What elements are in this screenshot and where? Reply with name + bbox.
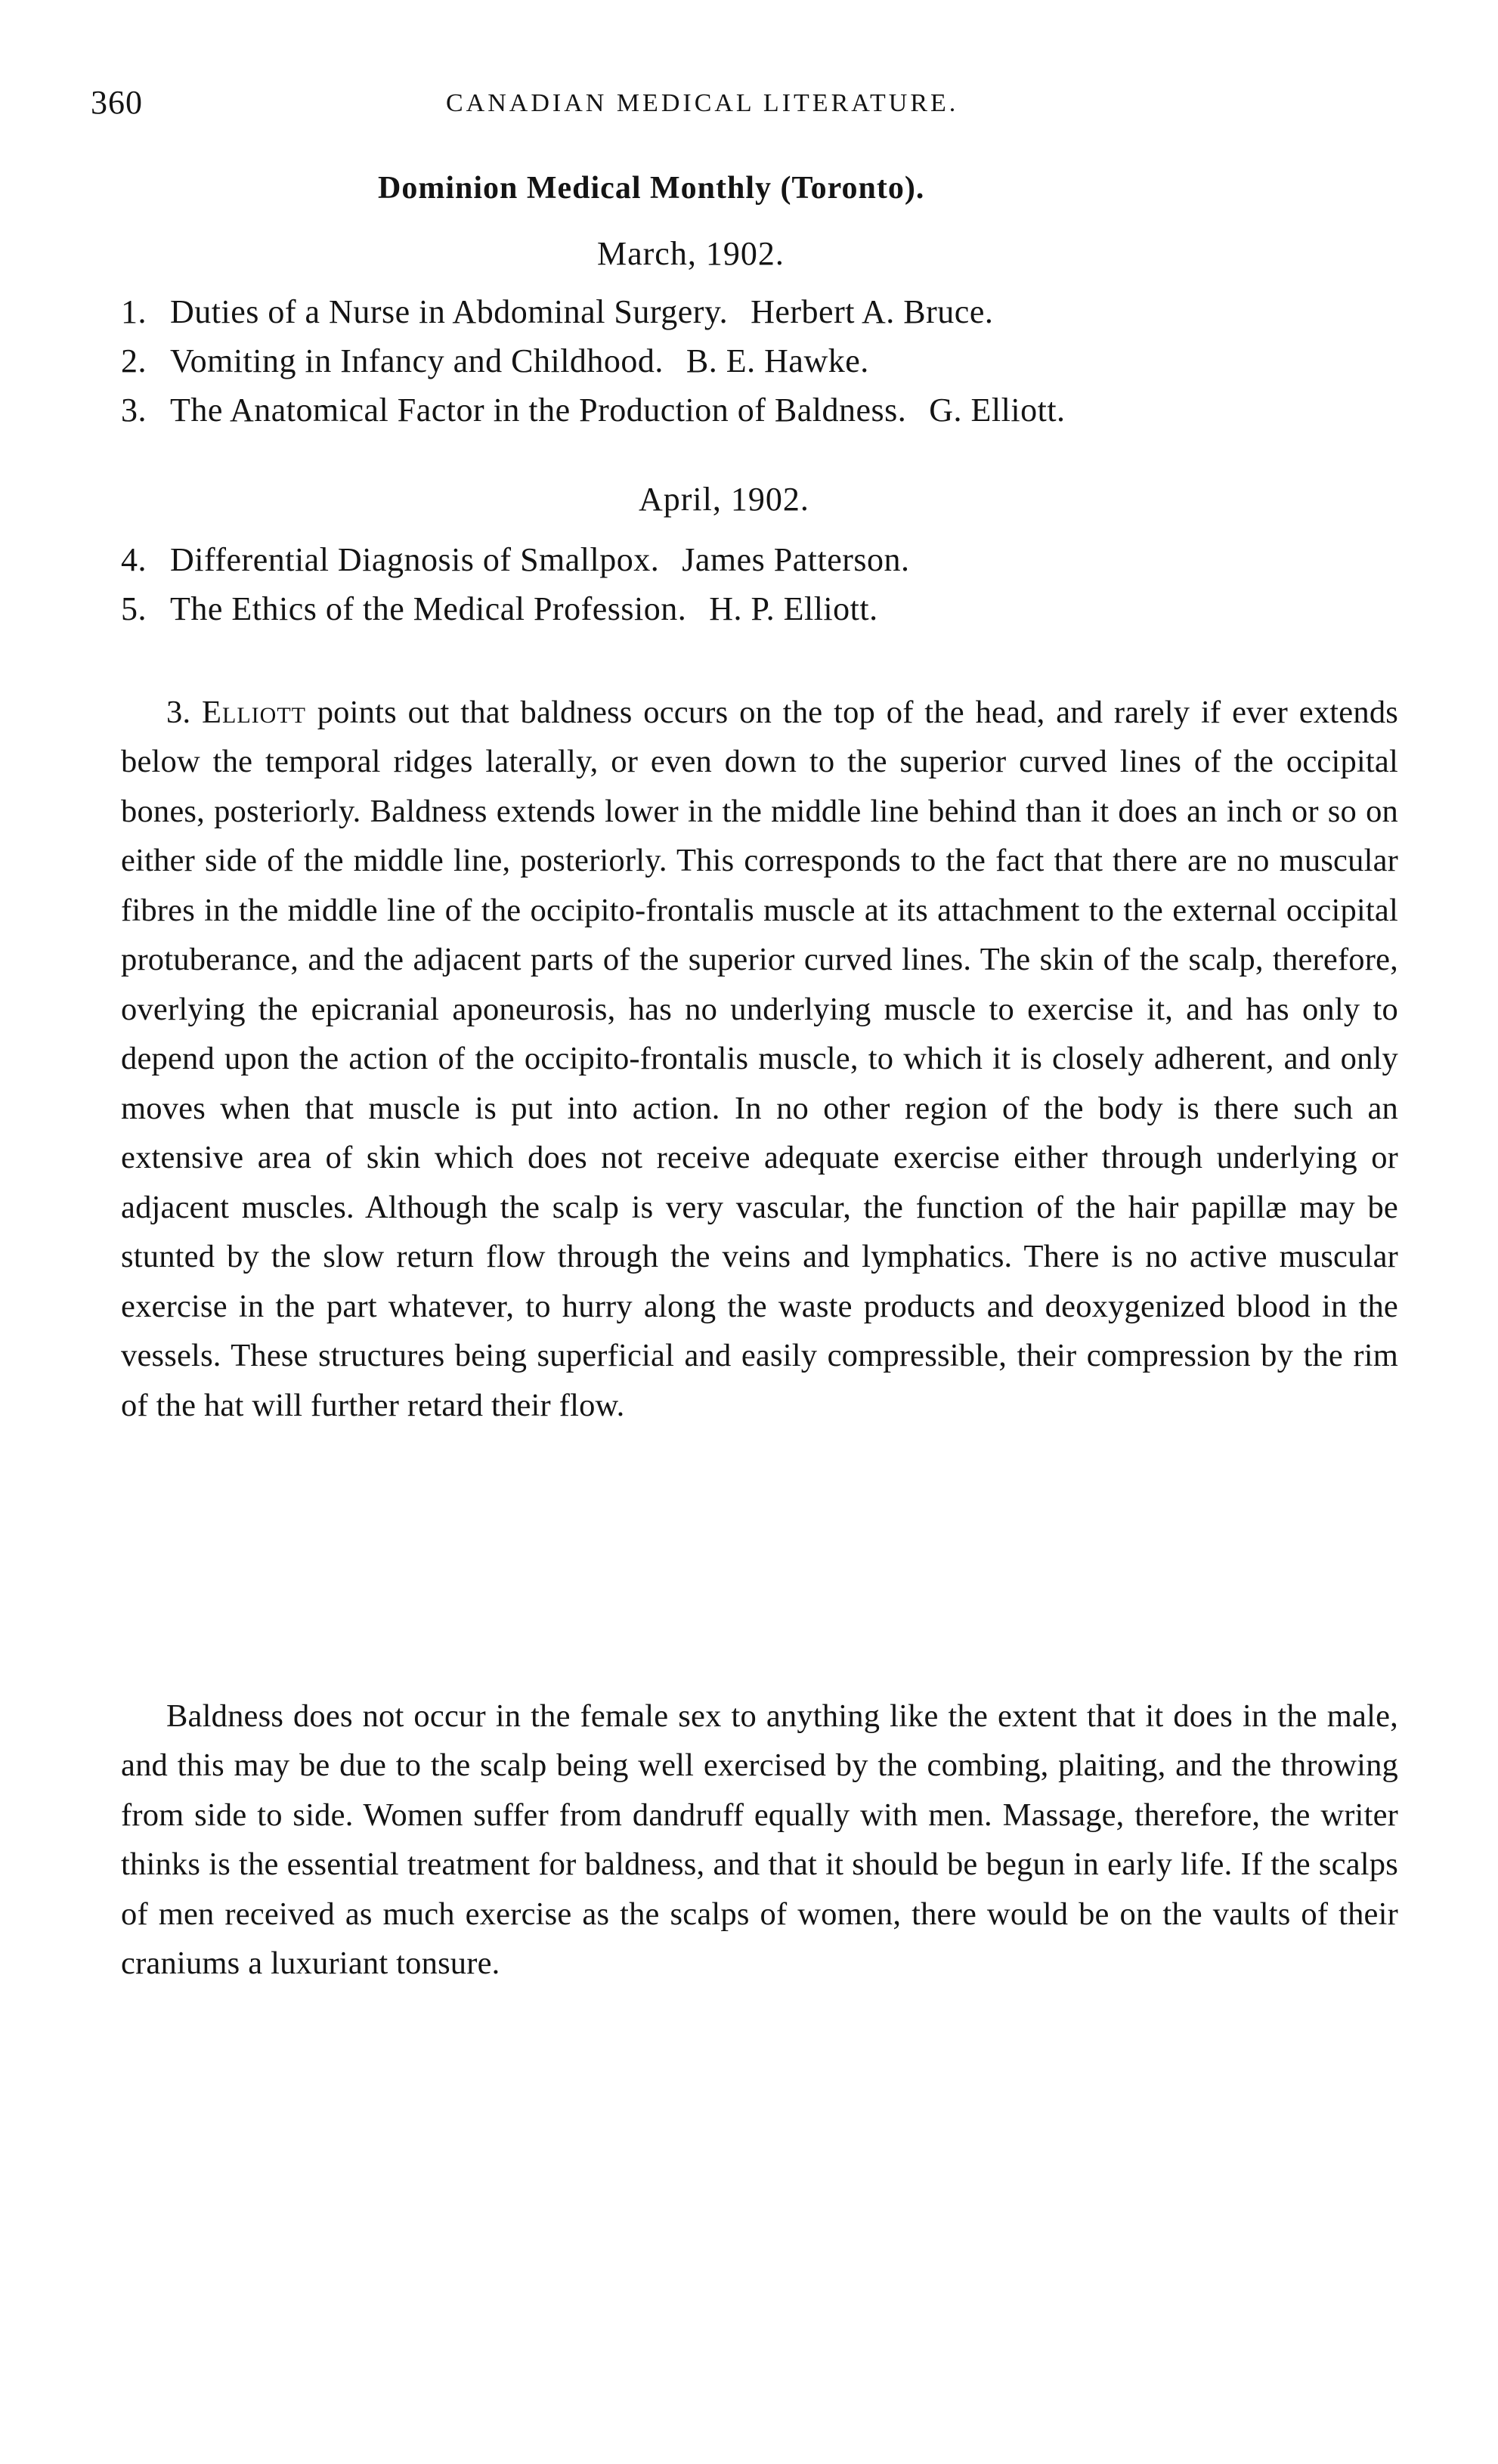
march-heading: March, 1902. (597, 235, 785, 272)
article-title: The Ethics of the Medical Profession. (170, 590, 687, 627)
article-entry (121, 535, 1406, 584)
article-author: James Patterson. (682, 541, 910, 578)
article-number: 5. (121, 590, 147, 627)
article-author: G. Elliott. (929, 392, 1066, 429)
april-article-list (121, 535, 1406, 633)
article-number: 1. (121, 293, 147, 330)
summary-author: Elliott (202, 694, 306, 730)
article-title: Duties of a Nurse in Abdominal Surgery. (170, 293, 729, 330)
article-author: B. E. Hawke. (686, 342, 869, 379)
march-article-list (121, 287, 1406, 435)
summary-paragraph-2: Baldness does not occur in the female sex to anything like the extent that it does in the male, and this may be due to the scalp being well exercised by the combing, plaiting, and the throwing from side to side. Women suffer from dandruff equally with men. Massage, therefore, the writer thinks is the essential treatment for baldness, and that it should be begun in early life. If the scalps of men received as much exercise as the scalps of women, there would be on the vaults of their craniums a luxuriant tonsure. (121, 1698, 1398, 1981)
article-author: H. P. Elliott. (709, 590, 878, 627)
summary-number: 3. (166, 694, 191, 730)
article-title: Vomiting in Infancy and Childhood. (170, 342, 664, 379)
article-number: 4. (121, 541, 147, 578)
article-author: Herbert A. Bruce. (751, 293, 994, 330)
running-head: CANADIAN MEDICAL LITERATURE. (446, 89, 959, 117)
page-number: 360 (91, 84, 143, 121)
page-header (91, 83, 1406, 128)
april-heading: April, 1902. (639, 481, 809, 518)
article-number: 2. (121, 342, 147, 379)
summary-text: points out that baldness occurs on the top of the head, and rarely if ever extends below the temporal ridges laterally, or even down to the superior curved lines of the occipital bones, posteriorly. Baldness extends lower in the middle line behind than it does an inch or so on either side of the middle line, posteriorly. This corresponds to the fact that there are no muscular fibres in the middle line of the occipito-frontalis muscle at its attachment to the external occipital protuberance, and the adjacent parts of the superior curved lines. The skin of the scalp, therefore, overlying the epicranial aponeurosis, has no underlying muscle to exercise it, and has only to depend upon the action of the occipito-frontalis muscle, to which it is closely adherent, and only moves when that muscle is put into action. In no other region of the body is there such an extensive area of skin which does not receive adequate exercise either through underlying or adjacent muscles. Although the scalp is very vascular, the function of the hair papillæ may be stunted by the slow return flow through the veins and lymphatics. There is no active muscular exercise in the part whatever, to hurry along the waste products and deoxygenized blood in the vessels. These structures being superficial and easily compressible, their compression by the rim of the hat will further retard their flow. (121, 694, 1399, 1423)
article-title: Differential Diagnosis of Smallpox. (170, 541, 660, 578)
article-title: The Anatomical Factor in the Production of Baldness. (170, 392, 907, 429)
journal-title: Dominion Medical Monthly (Toronto). (378, 171, 925, 206)
article-entry (121, 584, 1406, 633)
summary-paragraph-1 (121, 688, 1398, 1431)
article-entry (121, 336, 1406, 385)
article-entry (121, 287, 1406, 336)
article-number: 3. (121, 392, 147, 429)
article-entry (121, 385, 1406, 435)
